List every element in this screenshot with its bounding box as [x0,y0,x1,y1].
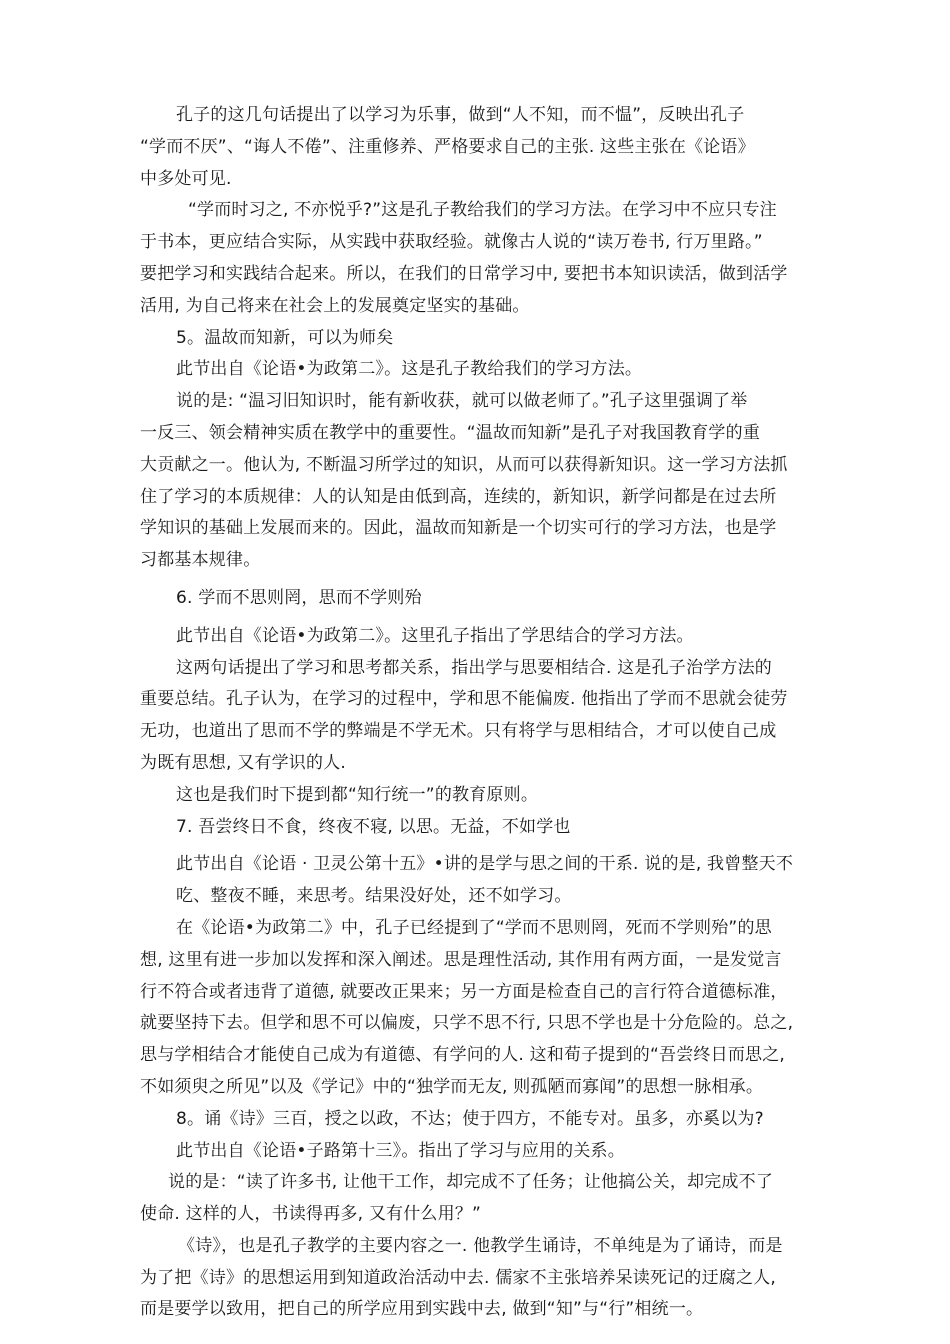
text-line: 说的是: “温习旧知识时，能有新收获，就可以做老师了。”孔子这里强调了举 [176,391,748,412]
text-line: 而是要学以致用，把自己的所学应用到实践中去, 做到“知”与“行”相统一。 [140,1299,704,1320]
text-line: 思与学相结合才能使自己成为有道德、有学问的人. 这和荀子提到的“吾尝终日而思之, [140,1045,786,1066]
text-line: 重要总结。孔子认为，在学习的过程中，学和思不能偏废. 他指出了学而不思就会徒劳 [140,689,788,710]
text-line: 此节出自《论语 · 卫灵公第十五》•讲的是学与思之间的干系. 说的是, 我曾整天不 [176,854,794,875]
text-line: 吃、整夜不睡，来思考。结果没好处，还不如学习。 [176,886,572,907]
text-line: 使命. 这样的人，书读得再多, 又有什么用？” [140,1204,482,1225]
text-line: 为了把《诗》的思想运用到知道政治活动中去. 儒家不主张培养呆读死记的迂腐之人, [140,1267,777,1288]
text-line: 为既有思想, 又有学识的人. [140,752,347,773]
text-line: “学而时习之, 不亦悦乎?”这是孔子教给我们的学习方法。在学习中不应只专注 [188,200,777,221]
section-heading: 8。诵《诗》三百，授之以政，不达；使于四方，不能专对。虽多，亦奚以为? [176,1108,764,1129]
text-line: 想, 这里有进一步加以发挥和深入阐述。思是理性活动, 其作用有两方面，一是发觉言 [140,949,782,970]
text-line: 就要坚持下去。但学和思不可以偏废，只学不思不行, 只思不学也是十分危险的。总之, [140,1013,794,1034]
text-line: 在《论语•为政第二》中，孔子已经提到了“学而不思则罔，死而不学则殆”的思 [176,917,772,938]
text-line: 这也是我们时下提到都“知行统一”的教育原则。 [176,784,539,805]
text-line: 于书本，更应结合实际，从实践中获取经验。就像古人说的“读万卷书, 行万里路。” [140,232,763,253]
text-line: 住了学习的本质规律：人的认知是由低到高，连续的，新知识，新学问都是在过去所 [140,486,777,507]
text-line: 活用, 为自己将来在社会上的发展奠定坚实的基础。 [140,295,530,316]
text-line: 不如须臾之所见”以及《学记》中的“独学而无友, 则孤陋而寡闻”的思想一脉相承。 [140,1076,764,1097]
text-line: “学而不厌”、“诲人不倦”、注重修养、严格要求自己的主张. 这些主张在《论语》 [140,136,755,157]
text-line: 无功，也道出了思而不学的弊端是不学无术。只有将学与思相结合，才可以使自己成 [140,721,777,742]
section-heading: 5。温故而知新，可以为师矣 [176,327,394,348]
text-line: 《诗》，也是孔子教学的主要内容之一. 他教学生诵诗，不单纯是为了诵诗，而是 [178,1235,783,1256]
text-line: 学知识的基础上发展而来的。因此，温故而知新是一个切实可行的学习方法，也是学 [140,518,777,539]
text-line: 此节出自《论语•为政第二》。这是孔子教给我们的学习方法。 [176,359,643,380]
text-line: 此节出自《论语•为政第二》。这里孔子指出了学思结合的学习方法。 [176,625,694,646]
text-line: 中多处可见. [140,168,232,189]
text-line: 大贡献之一。他认为, 不断温习所学过的知识，从而可以获得新知识。这一学习方法抓 [140,454,788,475]
section-heading: 7. 吾尝终日不食，终夜不寝, 以思。无益，不如学也 [176,816,571,837]
text-line: 一反三、领会精神实质在教学中的重要性。“温故而知新”是孔子对我国教育学的重 [140,422,761,443]
text-line: 要把学习和实践结合起来。所以，在我们的日常学习中, 要把书本知识读活，做到活学 [140,263,788,284]
text-line: 行不符合或者违背了道德, 就要改正果来；另一方面是检查自己的言行符合道德标准， [140,981,788,1002]
text-line: 孔子的这几句话提出了以学习为乐事，做到“人不知，而不愠”，反映出孔子 [176,105,745,125]
document-page [140,100,840,1326]
text-line: 此节出自《论语•子路第十三》。指出了学习与应用的关系。 [176,1140,625,1161]
section-heading: 6. 学而不思则罔，思而不学则殆 [176,587,422,608]
text-line: 这两句话提出了学习和思考都关系，指出学与思要相结合. 这是孔子治学方法的 [176,657,773,678]
text-line: 习都基本规律。 [140,550,261,571]
text-line: 说的是：“读了许多书, 让他干工作，却完成不了任务；让他搞公关，却完成不了 [168,1172,774,1193]
